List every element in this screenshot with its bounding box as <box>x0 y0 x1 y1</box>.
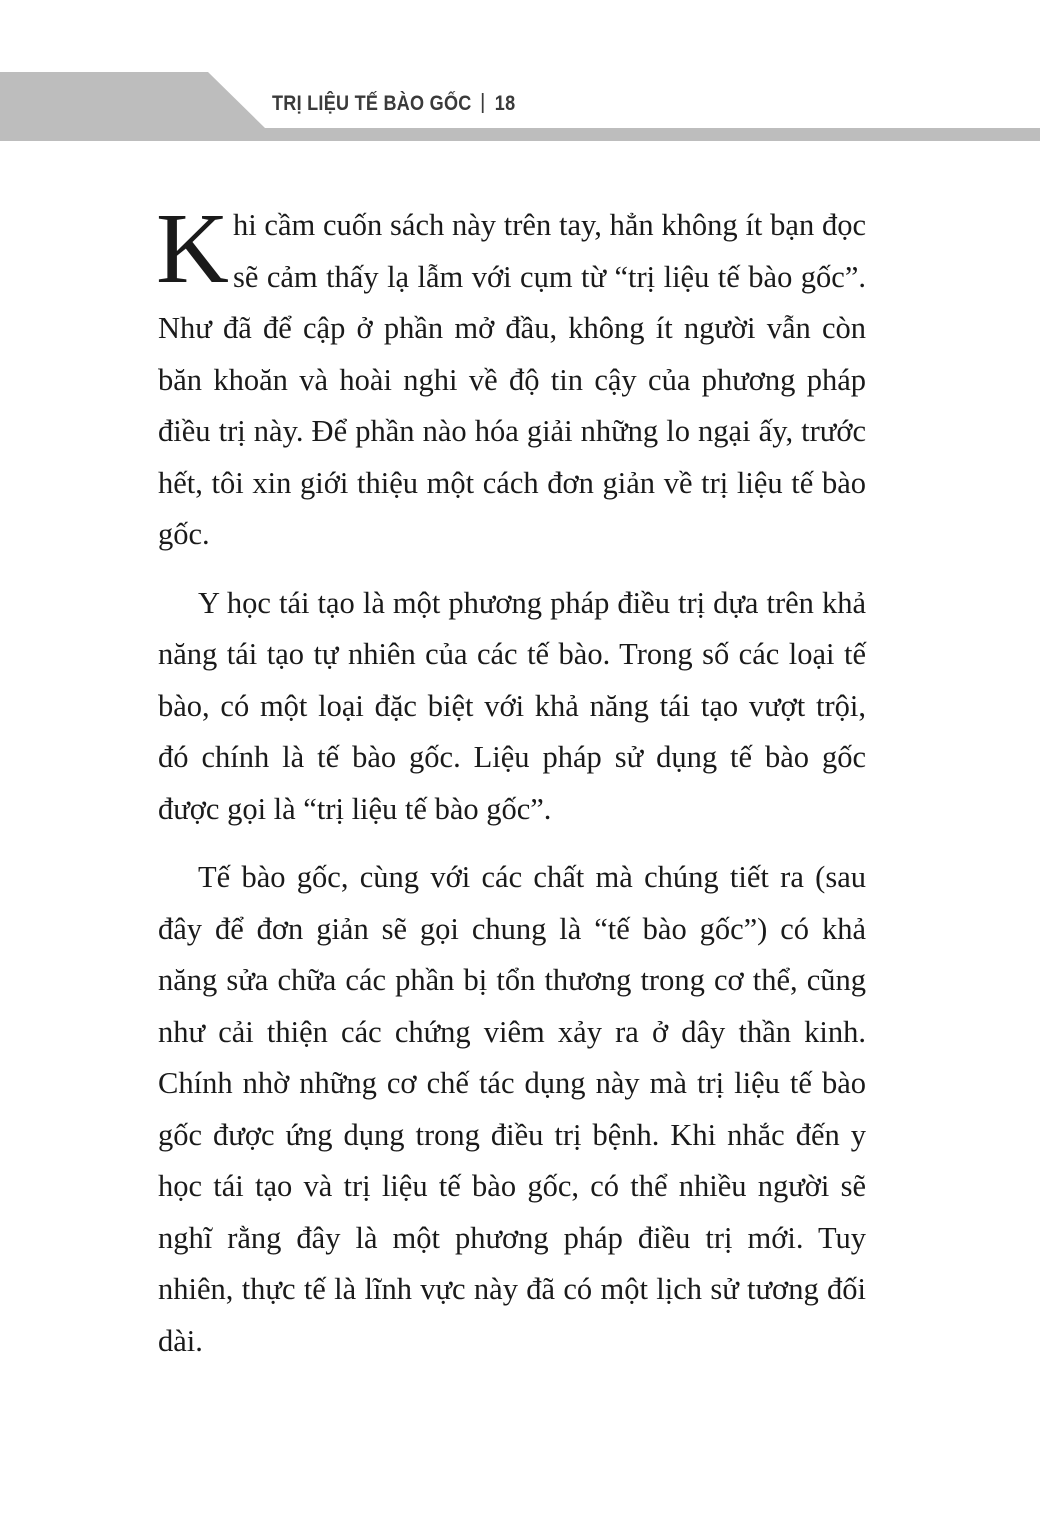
running-header <box>0 0 1040 150</box>
header-band <box>0 0 1040 150</box>
paragraph-1 <box>156 192 866 561</box>
chapter-title: TRỊ LIỆU TẾ BÀO GỐC <box>272 92 472 115</box>
paragraph-2: Y học tái tạo là một phương pháp điều trị dựa trên khả năng tái tạo tự nhiên của các tế bào. Trong số các loại tế bào, có một loại đặc biệt với khả năng tái tạo vượt trội, đó chính là tế bào gốc. Liệu pháp sử dụng tế bào gốc được gọi là “trị liệu tế bào gốc”. <box>158 585 866 826</box>
paragraph-3: Tế bào gốc, cùng với các chất mà chúng tiết ra (sau đây để đơn giản sẽ gọi chung là “tế bào gốc”) có khả năng sửa chữa các phần bị tổn thương trong cơ thể, cũng như cải thiện các chứng viêm xảy ra ở dây thần kinh. Chính nhờ những cơ chế tác dụng này mà trị liệu tế bào gốc được ứng dụng trong điều trị bệnh. Khi nhắc đến y học tái tạo và trị liệu tế bào gốc, có thể nhiều người sẽ nghĩ rằng đây là một phương pháp điều trị mới. Tuy nhiên, thực tế là lĩnh vực này đã có một lịch sử tương đối dài. <box>158 860 866 1358</box>
paragraph-1-text: hi cầm cuốn sách này trên tay, hẳn không ít bạn đọc sẽ cảm thấy lạ lẫm với cụm từ “trị liệu tế bào gốc”. Như đã để cập ở phần mở đầu, không ít người vẫn còn băn khoăn và hoài nghi về độ tin cậy của phương pháp điều trị này. Để phần nào hóa giải những lo ngại ấy, trước hết, tôi xin giới thiệu một cách đơn giản về trị liệu tế bào gốc. <box>158 208 866 551</box>
header-title-line <box>272 87 515 121</box>
page-number: 18 <box>494 92 516 115</box>
body-text <box>156 192 866 1384</box>
header-separator <box>482 93 484 113</box>
drop-cap: K <box>156 192 229 304</box>
